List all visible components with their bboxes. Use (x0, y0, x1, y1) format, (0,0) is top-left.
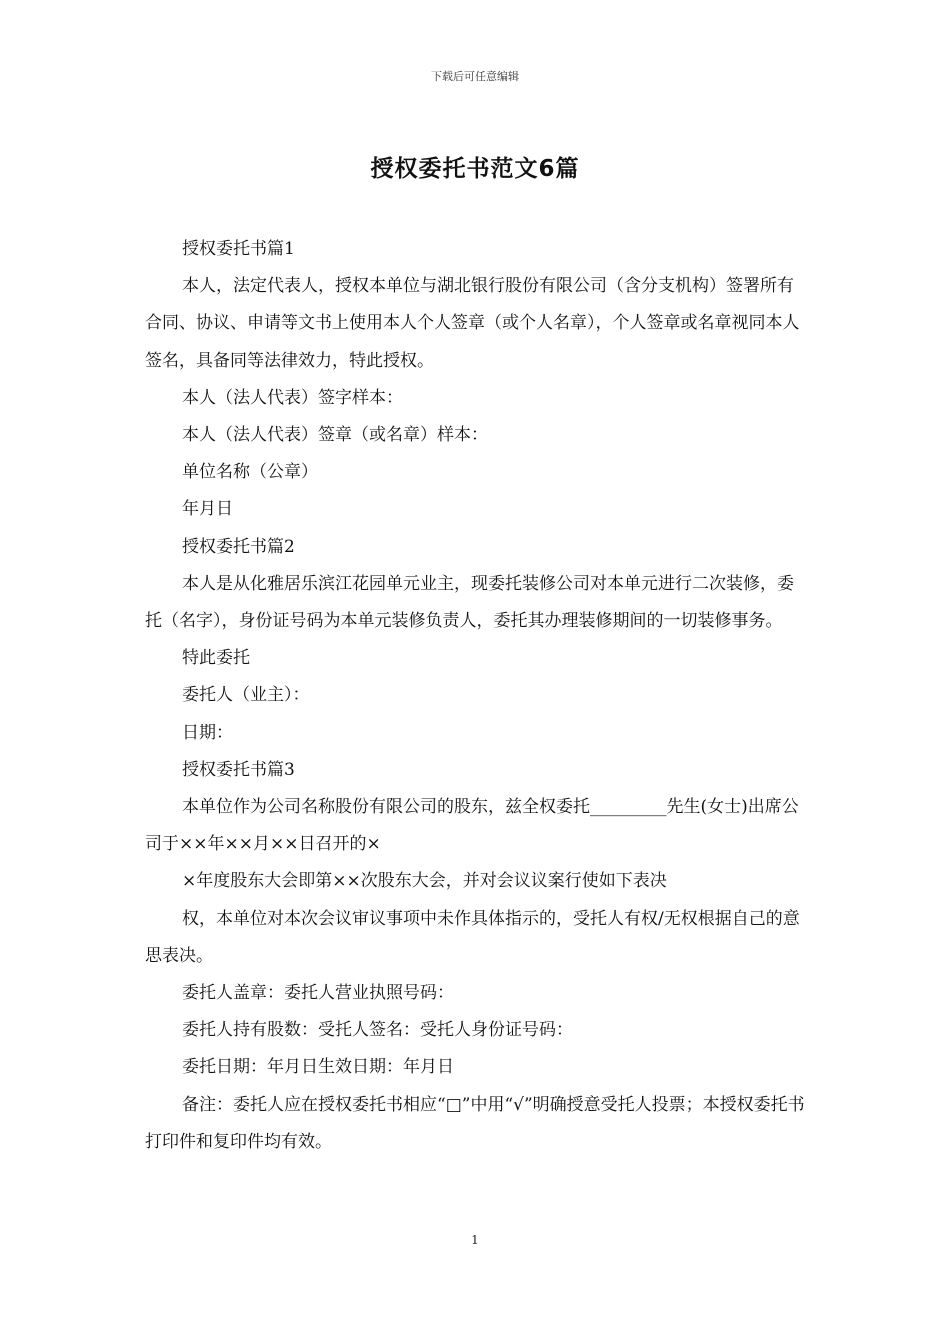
paragraph: 委托人持有股数：受托人签名：受托人身份证号码： (182, 1020, 573, 1041)
paragraph: 日期： (182, 722, 233, 743)
paragraph: 本单位作为公司名称股份有限公司的股东，兹全权委托_________先生(女士)出席公司于××年××月××日召开的× (145, 797, 799, 855)
paragraph: 委托人盖章：委托人营业执照号码： (182, 983, 454, 1004)
document-body (145, 231, 810, 1161)
paragraph: 权，本单位对本次会议审议事项中未作具体指示的，受托人有权/无权根据自己的意思表决。 (145, 908, 800, 966)
paragraph: 单位名称（公章） (182, 462, 318, 483)
paragraph: 本人（法人代表）签章（或名章）样本： (182, 425, 488, 446)
paragraph: 委托人（业主）： (182, 685, 310, 706)
paragraph: 委托日期：年月日生效日期：年月日 (182, 1057, 454, 1078)
page-number: 1 (471, 1233, 479, 1247)
paragraph: ×年度股东大会即第××次股东大会，并对会议议案行使如下表决 (182, 871, 667, 892)
document-title: 授权委托书范文6篇 (370, 156, 580, 182)
header-note: 下载后可任意编辑 (431, 70, 519, 83)
paragraph: 本人（法人代表）签字样本： (182, 387, 403, 408)
paragraph: 授权委托书篇2 (182, 536, 295, 557)
paragraph: 年月日 (182, 499, 233, 520)
paragraph: 本人是从化雅居乐滨江花园单元业主，现委托装修公司对本单元进行二次装修，委托（名字），身份证号码为本单元装修负责人，委托其办理装修期间的一切装修事务。 (145, 573, 794, 632)
paragraph: 授权委托书篇1 (182, 239, 295, 259)
paragraph: 本人，法定代表人，授权本单位与湖北银行股份有限公司（含分支机构）签署所有合同、协议、申请等文书上使用本人个人签章（或个人名章），个人签章或名章视同本人签名，具备同等法律效力，特此授权。 (145, 276, 800, 371)
paragraph: 备注：委托人应在授权委托书相应“□”中用“√”明确授意受托人投票；本授权委托书打印件和复印件均有效。 (145, 1094, 805, 1152)
paragraph: 授权委托书篇3 (182, 759, 295, 780)
paragraph: 特此委托 (182, 648, 250, 669)
